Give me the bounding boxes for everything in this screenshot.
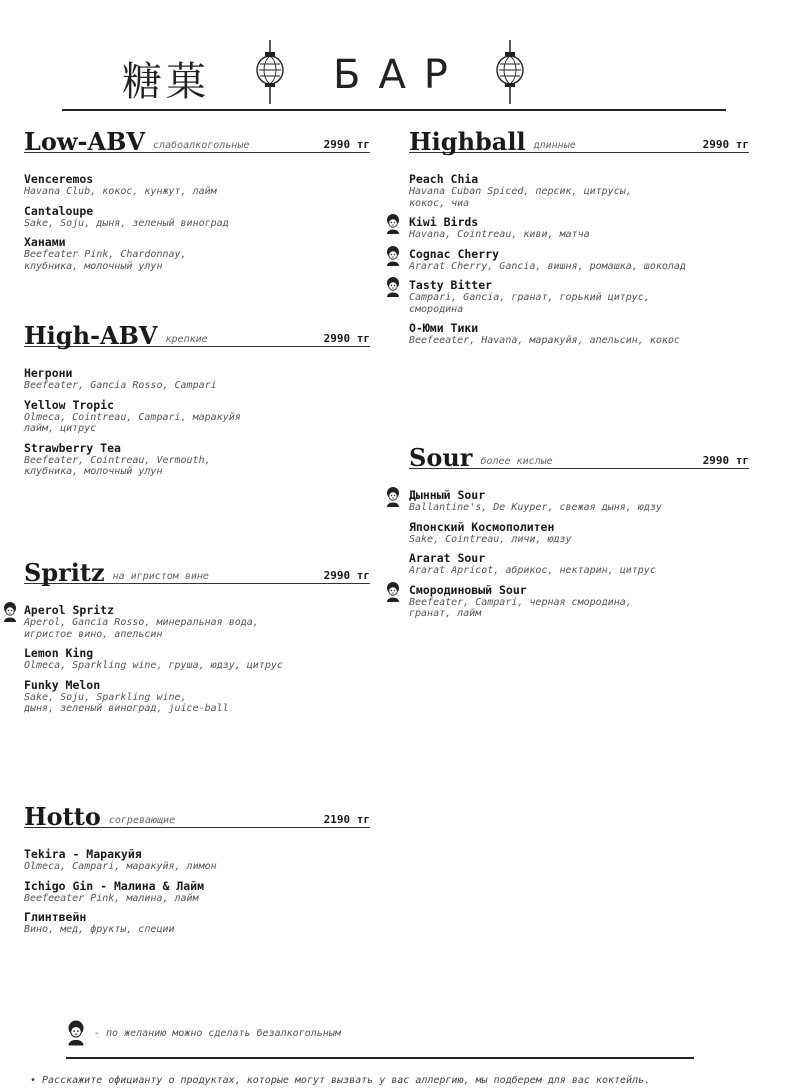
- menu-item: [409, 279, 749, 315]
- section-title: Low-ABV: [24, 127, 146, 156]
- menu-item: [409, 521, 749, 546]
- section-header: [409, 443, 749, 472]
- menu-item: [24, 604, 370, 640]
- section-title: Highball: [409, 127, 526, 156]
- item-description: Olmeca, Campari, маракуйя, лимон: [24, 861, 217, 872]
- item-name: Cognac Cherry: [409, 246, 500, 261]
- item-description: Havana Club, кокос, кунжут, лайм: [24, 186, 217, 197]
- item-name: Aperol Spritz: [24, 603, 115, 617]
- section-title: Sour: [409, 443, 473, 472]
- geisha-icon: [385, 214, 401, 234]
- menu-item: [409, 248, 749, 273]
- item-description: Sake, Soju, Sparkling wine, дыня, зеленый виноград, juice-ball: [24, 691, 229, 714]
- menu-item: [24, 679, 370, 715]
- item-name: О-Юми Тики: [409, 321, 479, 335]
- menu-item: [24, 173, 370, 198]
- item-name: Ararat Sour: [409, 551, 486, 565]
- item-description: Beefeater, Cointreau, Vermouth, клубника, молочный улун: [24, 454, 211, 477]
- menu-item: [409, 322, 749, 347]
- menu-item: [24, 367, 370, 392]
- item-name: Глинтвейн: [24, 910, 87, 924]
- item-name: Смородиновый Sour: [409, 582, 527, 597]
- item-name: Cantaloupe: [24, 203, 94, 218]
- item-name: Kiwi Birds: [409, 215, 479, 229]
- section-price: 2190 тг: [323, 813, 370, 826]
- menu-item: [24, 399, 370, 435]
- section-header: [409, 127, 749, 156]
- geisha-icon: [2, 602, 18, 622]
- item-description: Havana Cuban Spiced, персик, цитрусы, кокос, чиа: [409, 186, 632, 209]
- section-subtitle: более кислые: [480, 456, 553, 467]
- geisha-icon: [385, 487, 401, 507]
- item-name: Tasty Bitter: [409, 278, 493, 292]
- section-price: 2990 тг: [702, 138, 749, 151]
- menu-item: [409, 216, 749, 241]
- item-name: Tekira - Маракуйя: [24, 847, 142, 861]
- item-name: Strawberry Tea: [24, 440, 121, 455]
- menu-item: [24, 880, 370, 905]
- section-sour: [409, 444, 749, 627]
- menu-item: [24, 911, 370, 936]
- section-header: [24, 802, 370, 831]
- item-description: Beefeater, Gancia Rosso, Campari: [24, 380, 217, 391]
- section-highball: [409, 128, 749, 354]
- item-description: Olmeca, Sparkling wine, груша, юдзу, цитрус: [24, 660, 283, 671]
- bar-title: БАР: [333, 52, 466, 98]
- section-subtitle: на игристом вине: [112, 571, 209, 582]
- item-name: Дынный Sour: [409, 488, 486, 502]
- item-name: Funky Melon: [24, 677, 101, 692]
- item-description: Ararat Cherry, Gancia, вишня, ромашка, шоколад: [409, 260, 686, 272]
- geisha-icon: [385, 277, 401, 297]
- section-header: [24, 127, 370, 156]
- section-hotto: [24, 803, 370, 943]
- section-low-abv: [24, 128, 370, 279]
- header-divider: [62, 109, 726, 111]
- section-subtitle: длинные: [533, 140, 576, 151]
- item-description: Sake, Soju, дыня, зеленый виноград: [24, 217, 229, 229]
- item-name: Yellow Tropic: [24, 397, 115, 412]
- item-description: Sake, Cointreau, личи, юдзу: [409, 533, 572, 545]
- item-description: Havana, Cointreau, киви, матча: [409, 229, 590, 240]
- geisha-icon: [385, 582, 401, 602]
- item-name: Японский Космополитен: [409, 519, 555, 534]
- section-price: 2990 тг: [323, 332, 370, 345]
- menu-item: [409, 173, 749, 209]
- geisha-icon: [66, 1020, 86, 1046]
- legend-text: - по желанию можно сделать безалкогольным: [94, 1028, 341, 1039]
- section-title: High-ABV: [24, 321, 158, 350]
- section-price: 2990 тг: [323, 138, 370, 151]
- kanji-title: 糖菓: [122, 59, 210, 105]
- item-name: Lemon King: [24, 646, 94, 660]
- allergy-note: • Расскажите официанту о продуктах, которые могут вызвать у вас аллергию, мы подберем для вас коктейль.: [30, 1075, 651, 1086]
- menu-item: [409, 489, 749, 514]
- menu-item: [24, 236, 370, 272]
- item-name: Peach Chia: [409, 172, 479, 186]
- item-description: Beefeeater, Havana, маракуйя, апельсин, кокос: [409, 335, 680, 346]
- item-name: Ханами: [24, 235, 66, 249]
- section-spritz: [24, 559, 370, 722]
- item-description: Beefeeater Pink, малина, лайм: [24, 892, 199, 904]
- item-name: Venceremos: [24, 172, 94, 186]
- section-title: Spritz: [24, 558, 105, 587]
- footer-divider: [66, 1057, 694, 1059]
- menu-item: [24, 647, 370, 672]
- item-name: Ichigo Gin - Малина & Лайм: [24, 878, 205, 893]
- section-subtitle: слабоалкогольные: [153, 140, 250, 151]
- menu-item: [409, 552, 749, 577]
- item-description: Aperol, Gancia Rosso, минеральная вода, игристое вино, апельсин: [24, 617, 259, 640]
- item-description: Beefeater Pink, Chardonnay, клубника, молочный улун: [24, 249, 187, 272]
- item-description: Вино, мед, фрукты, специи: [24, 924, 175, 935]
- item-description: Beefeater, Campari, черная смородина, гранат, лайм: [409, 596, 632, 619]
- lantern-icon: [256, 40, 284, 106]
- section-price: 2990 тг: [323, 569, 370, 582]
- section-subtitle: согревающие: [108, 815, 176, 826]
- menu-item: [24, 205, 370, 230]
- item-description: Campari, Gancia, гранат, горький цитрус, смородина: [409, 292, 650, 315]
- lantern-icon: [496, 40, 524, 106]
- section-subtitle: крепкие: [165, 334, 208, 345]
- menu-item: [24, 848, 370, 873]
- menu-item: [409, 584, 749, 620]
- section-header: [24, 321, 370, 350]
- item-description: Ararat Apricot, абрикос, нектарин, цитрус: [409, 565, 656, 576]
- item-name: Негрони: [24, 366, 73, 380]
- section-high-abv: [24, 322, 370, 485]
- geisha-icon: [385, 246, 401, 266]
- menu-item: [24, 442, 370, 478]
- item-description: Ballantine's, De Kuyper, свежая дыня, юдзу: [409, 502, 662, 513]
- item-description: Olmeca, Cointreau, Campari, маракуйя лайм, цитрус: [24, 411, 241, 434]
- section-price: 2990 тг: [702, 454, 749, 467]
- section-header: [24, 558, 370, 587]
- section-title: Hotto: [24, 802, 101, 831]
